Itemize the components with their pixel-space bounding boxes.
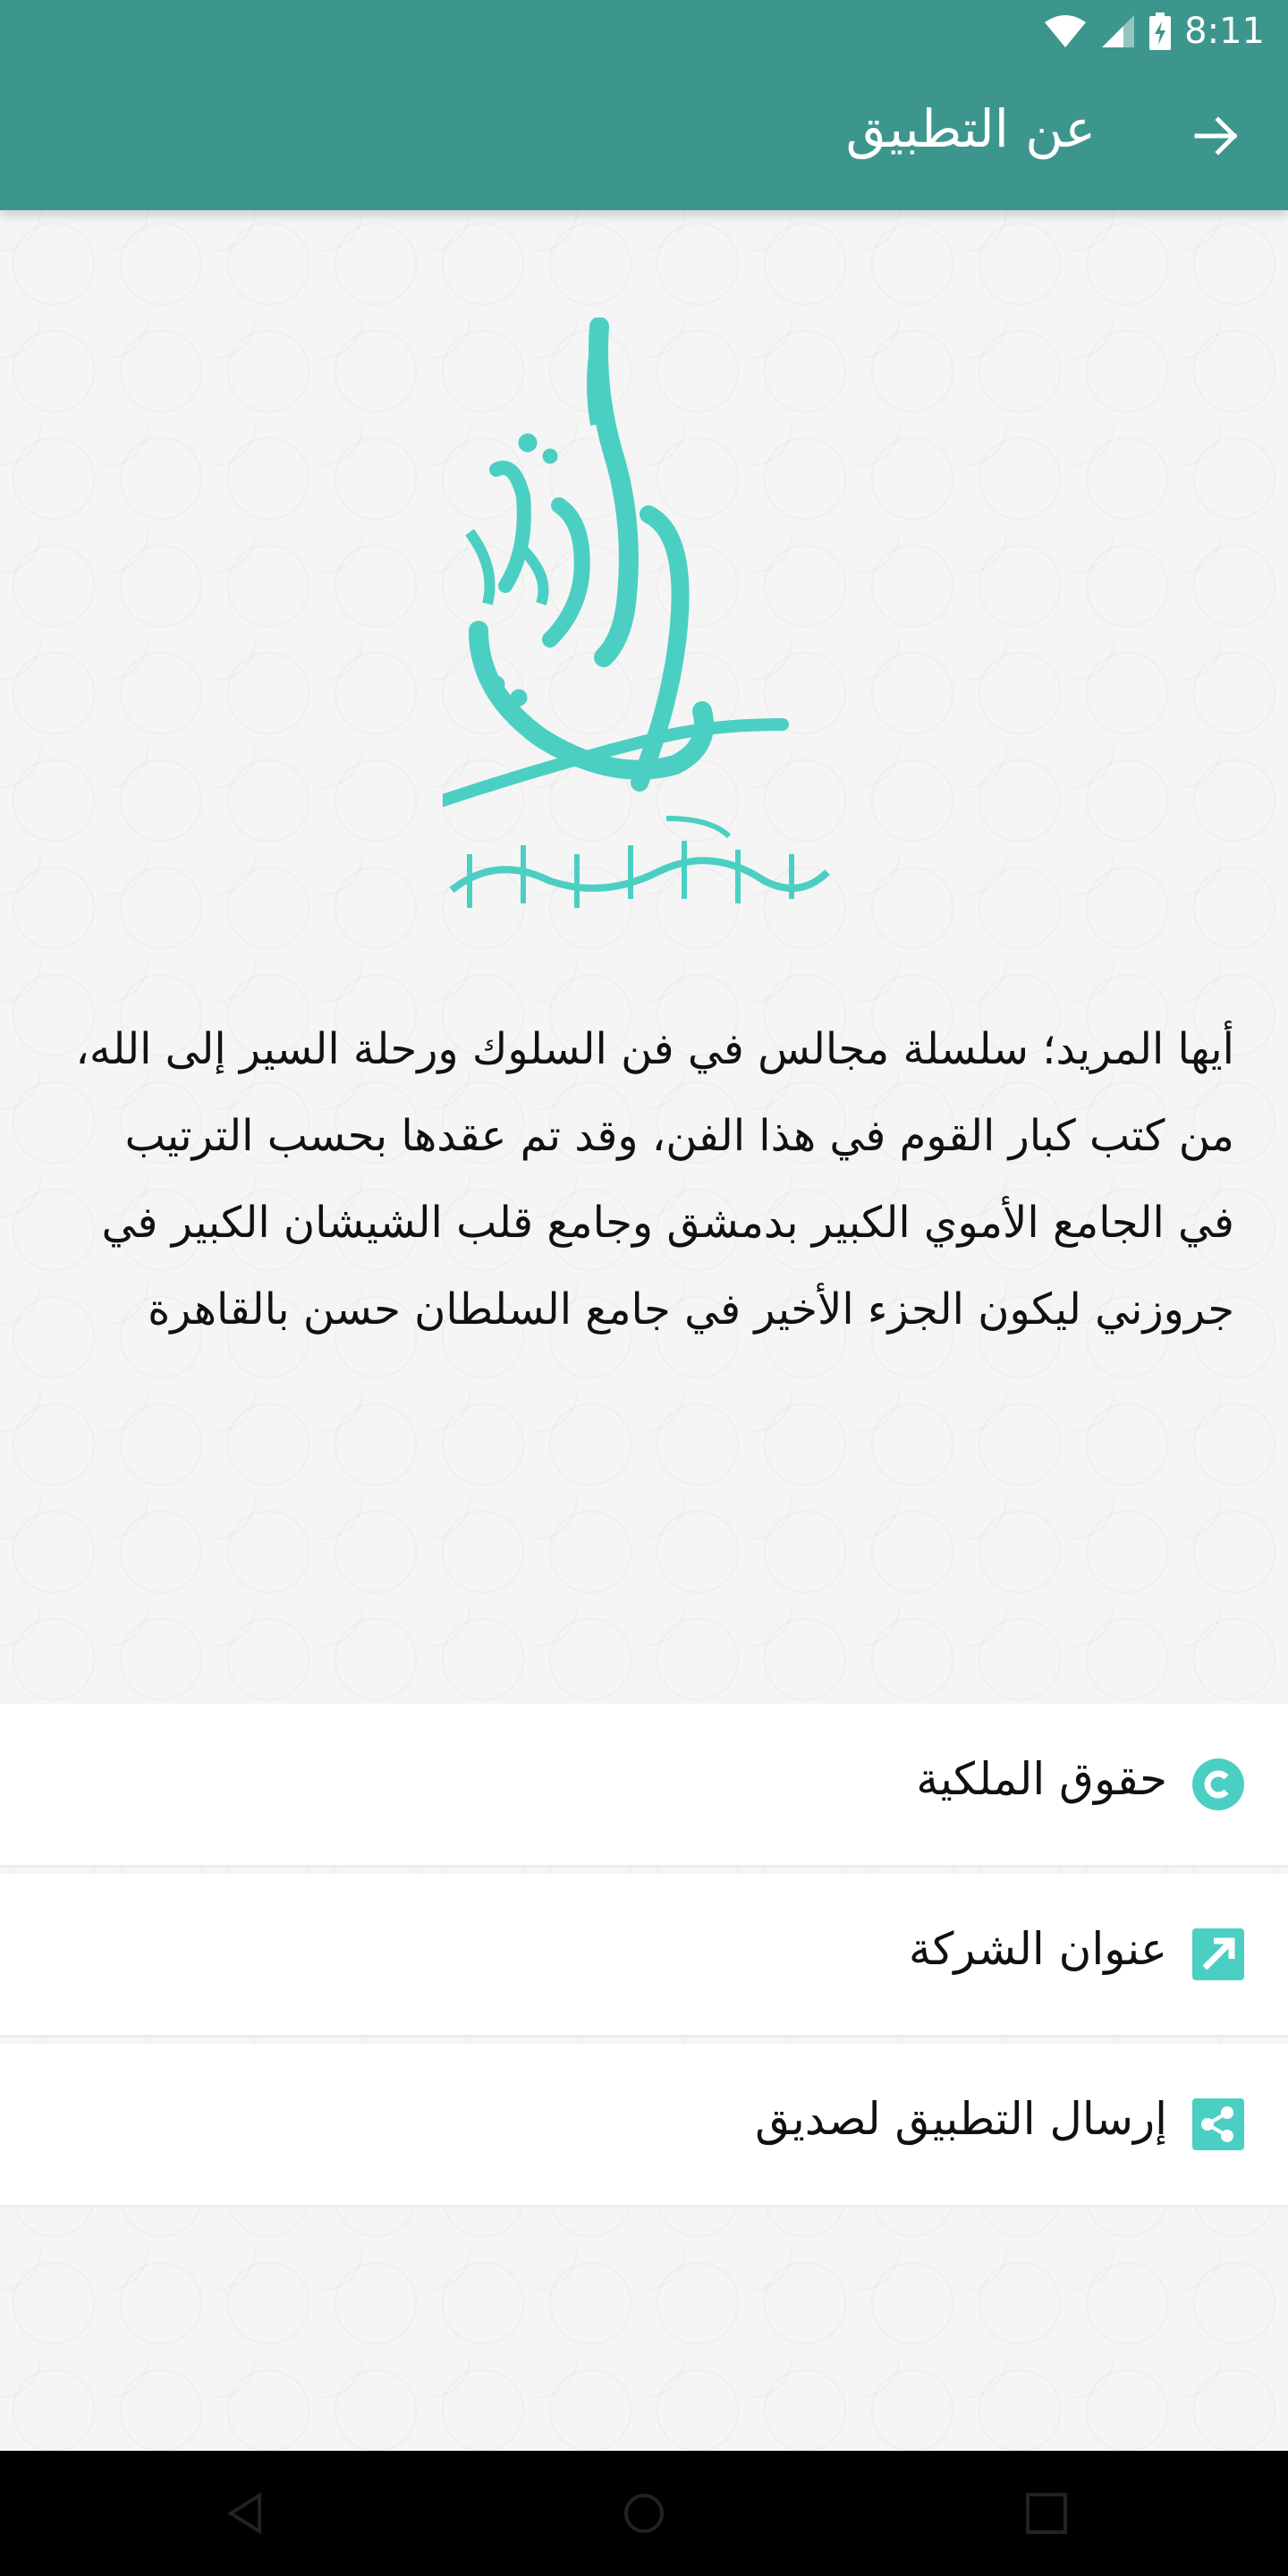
- system-nav-bar: [0, 2451, 1288, 2576]
- copyright-label: حقوق الملكية: [916, 1753, 1167, 1805]
- copyright-item[interactable]: [0, 1704, 1288, 1868]
- cell-signal-icon: [1100, 13, 1136, 49]
- share-icon: [1191, 2097, 1245, 2151]
- company-address-label: عنوان الشركة: [908, 1923, 1167, 1975]
- company-address-item[interactable]: [0, 1874, 1288, 2038]
- copyright-icon: [1191, 1758, 1245, 1811]
- status-bar: [0, 0, 1288, 63]
- open-link-icon: [1191, 1928, 1245, 1981]
- nav-recents-icon[interactable]: [1024, 2491, 1069, 2536]
- share-app-item[interactable]: [0, 2044, 1288, 2207]
- app-logo: [443, 318, 845, 944]
- about-description: أيها المريد؛ سلسلة مجالس في فن السلوك ورحلة السير إلى الله، من كتب كبار القوم في هذا الفن، وقد تم عقدها بحسب الترتيب في الجامع الأموي الكبير بدمشق وجامع قلب الشيشان الكبير في جروزني ليكون الجزء الأخير في جامع السلطان حسن بالقاهرة: [75, 1024, 1234, 1335]
- battery-icon: [1148, 13, 1172, 50]
- page-title: عن التطبيق: [845, 98, 1096, 159]
- nav-home-icon[interactable]: [622, 2491, 666, 2536]
- wifi-icon: [1043, 13, 1088, 49]
- app-bar: [0, 63, 1288, 210]
- status-time: 8:11: [1184, 11, 1265, 52]
- share-app-label: إرسال التطبيق لصديق: [755, 2093, 1167, 2145]
- nav-back-icon[interactable]: [224, 2491, 268, 2536]
- back-arrow-icon[interactable]: [1190, 109, 1243, 163]
